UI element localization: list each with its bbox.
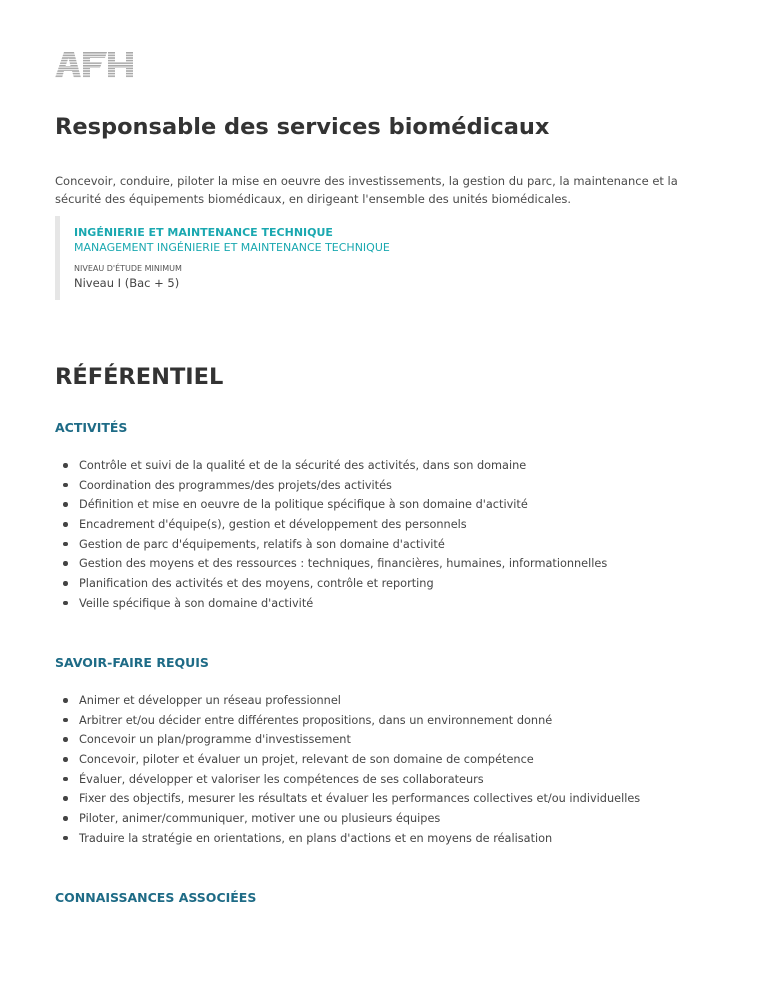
savoir-faire-list [55,691,640,849]
list-item [55,711,640,731]
bullet-icon [63,463,68,468]
bullet-icon [63,777,68,782]
bullet-icon [63,542,68,547]
list-item-text: Encadrement d'équipe(s), gestion et développement des personnels [79,518,467,532]
list-item [55,476,607,496]
connaissances-heading: CONNAISSANCES ASSOCIÉES [55,890,257,905]
job-subfamily: MANAGEMENT INGÉNIERIE ET MAINTENANCE TECHNIQUE [74,241,390,254]
bullet-icon [63,796,68,801]
bullet-icon [63,836,68,841]
list-item [55,594,607,614]
list-item [55,535,607,555]
bullet-icon [63,581,68,586]
list-item [55,554,607,574]
list-item-text: Évaluer, développer et valoriser les compétences de ses collaborateurs [79,772,484,786]
referentiel-heading: RÉFÉRENTIEL [55,364,224,390]
list-item [55,574,607,594]
activites-list [55,456,607,614]
list-item-text: Planification des activités et des moyens, contrôle et reporting [79,577,434,591]
list-item [55,789,640,809]
list-item-text: Gestion des moyens et des ressources : techniques, financières, humaines, informationnelles [79,557,608,571]
list-item-text: Traduire la stratégie en orientations, en plans d'actions et en moyens de réalisation [79,831,553,845]
activites-heading: ACTIVITÉS [55,420,128,435]
list-item-text: Définition et mise en oeuvre de la politique spécifique à son domaine d'activité [79,498,528,512]
bullet-icon [63,737,68,742]
list-item-text: Concevoir, piloter et évaluer un projet, relevant de son domaine de compétence [79,753,534,767]
job-info-box [55,216,655,300]
level-label: NIVEAU D'ÉTUDE MINIMUM [74,264,182,273]
list-item [55,770,640,790]
list-item-text: Piloter, animer/communiquer, motiver une ou plusieurs équipes [79,812,441,826]
list-item-text: Coordination des programmes/des projets/des activités [79,478,392,492]
bullet-icon [63,483,68,488]
list-item [55,829,640,849]
bullet-icon [63,522,68,527]
list-item [55,515,607,535]
bullet-icon [63,698,68,703]
list-item [55,750,640,770]
list-item-text: Gestion de parc d'équipements, relatifs à son domaine d'activité [79,537,445,551]
bullet-icon [63,757,68,762]
list-item-text: Contrôle et suivi de la qualité et de la sécurité des activités, dans son domaine [79,459,527,472]
bullet-icon [63,502,68,507]
list-item-text: Arbitrer et/ou décider entre différentes propositions, dans un environnement donné [79,713,553,727]
list-item-text: Veille spécifique à son domaine d'activité [79,596,314,610]
afh-logo-icon [55,52,133,78]
list-item [55,809,640,829]
bullet-icon [63,816,68,821]
list-item [55,456,607,476]
list-item-text: Animer et développer un réseau professionnel [79,694,341,707]
list-item [55,691,640,711]
page-title: Responsable des services biomédicaux [55,114,550,140]
bullet-icon [63,601,68,606]
list-item-text: Fixer des objectifs, mesurer les résultats et évaluer les performances collectives et/ou individuelles [79,792,641,806]
savoir-faire-heading: SAVOIR-FAIRE REQUIS [55,655,209,670]
job-family: INGÉNIERIE ET MAINTENANCE TECHNIQUE [74,226,333,239]
job-description: Concevoir, conduire, piloter la mise en oeuvre des investissements, la gestion du parc, la maintenance et la sécurité des équipements biomédicaux, en dirigeant l'ensemble des unités biomédicales. [55,174,678,206]
list-item [55,495,607,515]
level-value: Niveau I (Bac + 5) [74,276,180,290]
list-item-text: Concevoir un plan/programme d'investissement [79,733,351,747]
bullet-icon [63,561,68,566]
list-item [55,730,640,750]
bullet-icon [63,718,68,723]
